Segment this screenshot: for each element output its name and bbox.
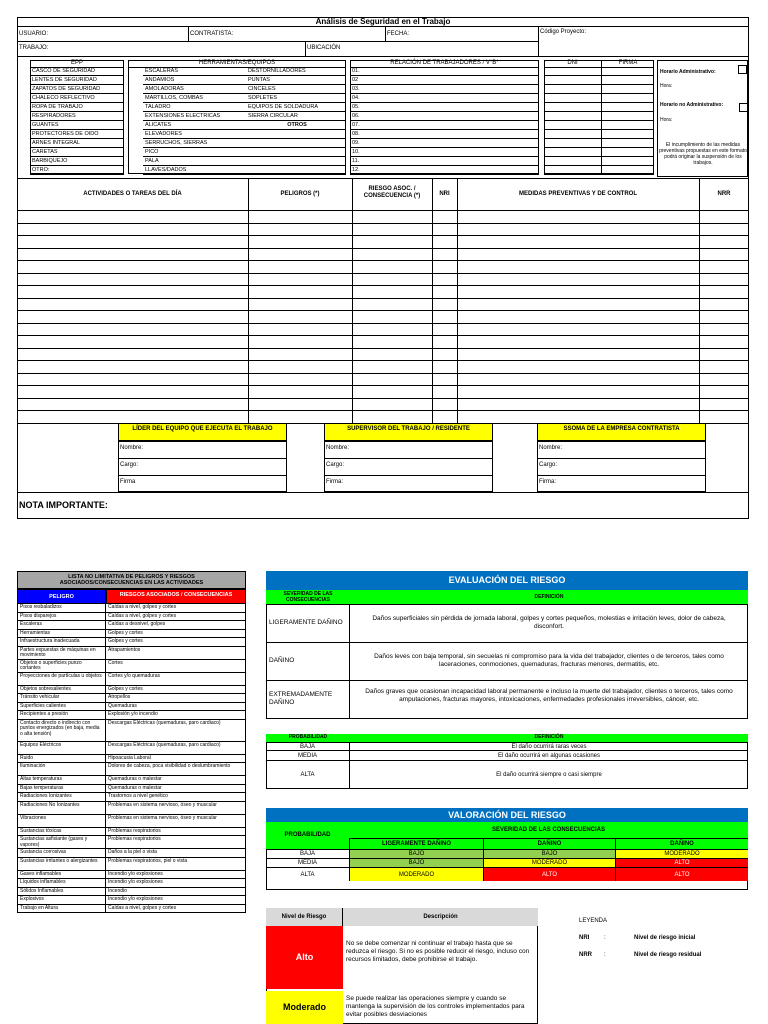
valor-sev-header: SEVERIDAD DE LAS CONSECUENCIAS	[349, 822, 748, 838]
horario-adm-checkbox[interactable]	[738, 65, 747, 74]
eval-title: EVALUACIÓN DEL RIESGO	[266, 571, 748, 590]
dni-cell[interactable]	[544, 94, 602, 103]
tools-header: HERRAMIENTAS/EQUIPOS	[128, 60, 346, 68]
firma-cell[interactable]	[602, 85, 654, 94]
hazard-risk: Quemaduras	[106, 703, 246, 712]
herr2-item: SOPLETES	[246, 94, 346, 103]
nums-item: 05.	[350, 103, 539, 112]
firma-cell[interactable]	[602, 139, 654, 148]
dni-cell[interactable]	[544, 139, 602, 148]
hazard-name: Sustancia corrosivas	[17, 849, 106, 858]
nivel-moderado: Moderado	[266, 991, 343, 1024]
severity-name: LIGERAMENTE DAÑINO	[266, 604, 350, 642]
codigo-label: Código Proyecto:	[540, 29, 587, 35]
table-row-line	[17, 223, 749, 224]
hazard-risk: Caídas a desnivel, golpes	[106, 621, 246, 630]
table-row-line	[17, 260, 749, 261]
firma-cell[interactable]	[602, 166, 654, 175]
firma-cell[interactable]	[602, 76, 654, 85]
horario-adm-label: Horario Administrativo:	[660, 69, 716, 75]
hazard-name: Pisos disparejos	[17, 613, 106, 622]
hazard-risk: Explosión y/o incendio	[106, 711, 246, 720]
prob-definition: El daño ocurrirá siempre o casi siempre	[350, 760, 748, 789]
hazard-name: Iluminación	[17, 763, 106, 776]
signature-field[interactable]	[577, 476, 702, 484]
severity-name: EXTREMADAMENTE DAÑINO	[266, 680, 350, 718]
nivel-h2: Descripción	[343, 908, 538, 926]
hazard-risk: Problemas en sistema nervioso, óseo y muscular	[106, 802, 246, 815]
herr1-item: MARTILLOS, COMBAS	[143, 94, 246, 103]
eval-def-header: DEFINICIÓN	[350, 590, 748, 604]
hazard-title: LISTA NO LIMITATIVA DE PELIGROS Y RIESGOS ASOCIADOS/CONSECUENCIAS EN LAS ACTIVIDADES	[17, 571, 246, 589]
signature-field[interactable]	[364, 476, 489, 484]
hazard-name: Objetos o superficies punzo cortantes	[17, 660, 106, 673]
hazard-risk: Problemas en sistema nervioso, óseo y muscular	[106, 815, 246, 828]
signature-label: Firma	[120, 479, 136, 485]
firma-cell[interactable]	[602, 130, 654, 139]
table-row-line	[17, 235, 749, 236]
firma-cell[interactable]	[602, 67, 654, 76]
nivel-h1: Nivel de Riesgo	[266, 908, 343, 926]
eval-sev-header: SEVERIDAD DE LAS CONSECUENCIAS	[266, 590, 350, 604]
hazard-name: Pisos resbaladizos	[17, 604, 106, 613]
hazard-risk: Golpes y cortes	[106, 630, 246, 639]
valor-col-header: DAÑINO	[615, 838, 748, 849]
col-nrr: NRR	[717, 191, 731, 197]
dni-cell[interactable]	[544, 166, 602, 175]
herr2-item: PUNTAS	[246, 76, 346, 85]
hazard-risk: Cortes y/o quemaduras	[106, 673, 246, 686]
hazard-name: Sustancias tóxicas	[17, 828, 106, 837]
hazard-name: Partes expuestas de máquinas en movimiento	[17, 647, 106, 660]
col-divider	[538, 27, 539, 56]
herr1-item: EXTENSIONES ELECTRICAS	[143, 112, 246, 121]
hazard-name: Trabajo en Altura	[17, 905, 106, 914]
table-row-line	[17, 273, 749, 274]
hazard-name: Gases inflamables	[17, 871, 106, 880]
leyenda-nrr: NRR	[579, 952, 592, 958]
nums-item: 01.	[350, 67, 539, 76]
valor-prob: MEDIA	[266, 858, 349, 867]
signature-field[interactable]	[577, 442, 702, 450]
valor-col-header: LIGERAMENTE DAÑINO	[349, 838, 483, 849]
dni-cell[interactable]	[544, 148, 602, 157]
severity-definition: Daños graves que ocasionan incapacidad laboral permanente e incluso la muerte del trabajador, clientes o terceros, tales como amputaciones, fracturas mayores, intoxicaciones, enfermedades profesionales irreversibles, cáncer, etc.	[350, 680, 748, 718]
warning-text: El incumplimiento de las medidas preventivas propuestas en este formato podrá originar la suspensión de los trabajos.	[659, 142, 747, 166]
signature-field[interactable]	[364, 442, 489, 450]
epp-item: PROTECTORES DE OIDO	[30, 130, 124, 139]
hazard-risk: Hipoacusia Laboral	[106, 755, 246, 764]
prob-definition: El daño ocurrirá raras veces	[350, 742, 748, 750]
dni-cell[interactable]	[544, 112, 602, 121]
table-row-line	[17, 285, 749, 286]
nivel-alto: Alto	[266, 926, 343, 989]
epp-item: OTRO:	[30, 166, 124, 175]
table-row-line	[17, 360, 749, 361]
dni-cell[interactable]	[544, 103, 602, 112]
prob-level: ALTA	[266, 760, 350, 789]
epp-item: ROPA DE TRABAJO	[30, 103, 124, 112]
hazard-risk: Problemas respiratorios	[106, 836, 246, 849]
nivel-moderado-desc: Se puede realizar las operaciones siempre y cuando se mantenga la supervisión de los controles implementados para evitar posibles desviaciones	[346, 995, 525, 1018]
herr2-item: DESTORNILLADORES	[246, 67, 346, 76]
herr1-item: ESCALERAS	[143, 67, 246, 76]
signature-header: LÍDER DEL EQUIPO QUE EJECUTA EL TRABAJO	[118, 423, 287, 441]
hazard-name: Ruido	[17, 755, 106, 764]
hazard-name: Altas temperaturas	[17, 776, 106, 785]
firma-cell[interactable]	[602, 157, 654, 166]
hazard-risk: Atrapamientos	[106, 647, 246, 660]
hazard-risk: Problemas respiratorios	[106, 828, 246, 837]
table-row-line	[17, 298, 749, 299]
hazard-risk: Incendio y/o explosiones	[106, 871, 246, 880]
valor-title: VALORACIÓN DEL RIESGO	[266, 808, 748, 822]
nota-label: NOTA IMPORTANTE:	[19, 500, 108, 510]
header-line	[17, 210, 749, 211]
valor-cell: ALTO	[615, 867, 748, 881]
herr2-item: SIERRA CIRCULAR	[246, 112, 346, 121]
workers-header: RELACIÓN DE TRABAJADORES / V°B°	[350, 60, 539, 68]
col-divider	[305, 41, 306, 56]
table-row-line	[17, 410, 749, 411]
nums-item: 12.	[350, 166, 539, 175]
firma-cell[interactable]	[602, 112, 654, 121]
hazard-name: Contacto directo o indirecto con puntos energizados (en baja, media o alta tensión)	[17, 720, 106, 742]
hazard-name: Herramientas	[17, 630, 106, 639]
firma-cell[interactable]	[602, 94, 654, 103]
leyenda-sep-1: :	[604, 935, 606, 941]
hazard-name: Escaleras	[17, 621, 106, 630]
hazard-name: Explosivos	[17, 896, 106, 905]
activities-grid	[17, 178, 749, 423]
table-row-line	[17, 335, 749, 336]
hazard-risk: Incendio y/o explosiones	[106, 879, 246, 888]
epp-item: RESPIRADORES	[30, 112, 124, 121]
valor-prob-header: PROBABILIDAD	[266, 822, 349, 849]
herr1-item: SERRUCHOS, SIERRAS	[143, 139, 246, 148]
signature-field[interactable]	[158, 459, 283, 467]
usuario-label: USUARIO:	[19, 31, 49, 37]
hazard-risk: Incendio	[106, 888, 246, 897]
signature-field[interactable]	[577, 459, 702, 467]
table-row-line	[17, 348, 749, 349]
signature-header: SSOMA DE LA EMPRESA CONTRATISTA	[537, 423, 706, 441]
valor-cell: ALTO	[615, 858, 748, 867]
hazard-name: Vibraciones	[17, 815, 106, 828]
prob-level: BAJA	[266, 742, 350, 750]
col-divider	[188, 27, 189, 41]
signature-field[interactable]	[158, 442, 283, 450]
hazard-risk: Golpes y cortes	[106, 686, 246, 695]
nivel-alto-desc: No se debe comenzar ni continuar el trabajo hasta que se reduzca el riesgo. Si no es posible reducir el riesgo, incluso con recursos limitados, debe prohibirse el trabajo.	[346, 940, 530, 963]
dni-cell[interactable]	[544, 85, 602, 94]
epp-item: ARNES INTEGRAL	[30, 139, 124, 148]
leyenda-nri: NRI	[579, 935, 590, 941]
hazard-name: Superficies calientes	[17, 703, 106, 712]
herr1-item: LLAVES/DADOS	[143, 166, 246, 175]
nums-item: 06.	[350, 112, 539, 121]
col-line	[432, 178, 433, 423]
table-row-line	[17, 398, 749, 399]
signature-label: Nombre:	[326, 445, 350, 451]
table-row-line	[17, 248, 749, 249]
hazard-risk: Quemaduras o malestar	[106, 776, 246, 785]
row-divider	[17, 41, 538, 42]
nums-item: 02	[350, 76, 539, 85]
hazard-risk: Quemaduras o malestar	[106, 785, 246, 794]
nums-item: 07.	[350, 121, 539, 130]
hazard-name: Equipos Eléctricos	[17, 742, 106, 755]
col-line	[248, 178, 249, 423]
epp-item: BARBIQUEJO	[30, 157, 124, 166]
signature-field[interactable]	[158, 476, 283, 484]
valor-cell: MODERADO	[615, 849, 748, 858]
hazard-name: Infraestructura inadecuada	[17, 638, 106, 647]
herr2-item: EQUIPOS DE SOLDADURA	[246, 103, 346, 112]
epp-item: LENTES DE SEGURIDAD	[30, 76, 124, 85]
prob-header: PROBABILIDAD	[266, 734, 350, 742]
hazard-name: Radiaciones Ionizantes	[17, 793, 106, 802]
epp-item: GUANTES	[30, 121, 124, 130]
signature-label: Nombre:	[120, 445, 144, 451]
valor-cell: ALTO	[483, 867, 615, 881]
table-row-line	[17, 385, 749, 386]
severity-definition: Daños superficiales sin pérdida de jornada laboral, golpes y cortes pequeños, molestias e irritación leves, dolor de cabeza, disconfort.	[350, 604, 748, 642]
signature-label: Cargo:	[326, 462, 345, 468]
leyenda-nrr-desc: Nivel de riesgo residual	[634, 952, 702, 958]
hazard-risk: Problemas respiratorios, piel o vista	[106, 858, 246, 871]
herr1-item: TALADRO	[143, 103, 246, 112]
col-medidas: MEDIDAS PREVENTIVAS Y DE CONTROL	[518, 191, 638, 197]
hazard-risk: Golpes y cortes	[106, 638, 246, 647]
valor-cell: BAJO	[483, 849, 615, 858]
nota-row	[17, 492, 749, 493]
col-divider	[385, 27, 386, 41]
table-row-line	[17, 310, 749, 311]
hazard-h1: PELIGRO	[17, 589, 106, 604]
hazard-risk: Cortes	[106, 660, 246, 673]
valor-cell: BAJO	[349, 858, 483, 867]
hazard-name: Proyecciones de partículas u objetos	[17, 673, 106, 686]
horario-no-checkbox[interactable]	[739, 103, 748, 112]
epp-header: EPP	[30, 60, 124, 68]
leyenda-title: LEYENDA	[579, 918, 608, 924]
nums-item: 04.	[350, 94, 539, 103]
col-line	[699, 178, 700, 423]
valor-cell: MODERADO	[483, 858, 615, 867]
herr1-item: PALA	[143, 157, 246, 166]
form-title: Análisis de Seguridad en el Trabajo	[17, 17, 749, 27]
valor-cell: BAJO	[349, 849, 483, 858]
hazard-risk: Descargas Eléctricas (quemaduras, paro cardiaco)	[106, 742, 246, 755]
horario-no-label: Horario no Administrativo:	[660, 102, 724, 108]
col-activities: ACTIVIDADES O TAREAS DEL DÍA	[83, 191, 182, 197]
dni-header: DNI	[544, 60, 602, 68]
nums-item: 10.	[350, 148, 539, 157]
contratista-label: CONTRATISTA:	[190, 31, 234, 37]
col-line	[352, 178, 353, 423]
valor-cell: MODERADO	[349, 867, 483, 881]
epp-item: CARETAS	[30, 148, 124, 157]
herr1-item: ANDAMIOS	[143, 76, 246, 85]
trabajo-label: TRABAJO:	[19, 45, 49, 51]
hazard-risk: Caídas a nivel, golpes y cortes	[106, 604, 246, 613]
hazard-risk: Caídas a nivel, golpes y cortes	[106, 613, 246, 622]
valor-prob: ALTA	[266, 867, 349, 881]
valor-prob: BAJA	[266, 849, 349, 858]
hazard-name: Tránsito vehicular	[17, 694, 106, 703]
dni-cell[interactable]	[544, 67, 602, 76]
signature-label: Nombre:	[539, 445, 563, 451]
dni-cell[interactable]	[544, 121, 602, 130]
herr2-item	[246, 139, 346, 148]
prob-level: MEDIA	[266, 750, 350, 760]
hazard-risk: Trastornos a nivel genético	[106, 793, 246, 802]
prob-definition: El daño ocurrirá en algunas ocasiones	[350, 750, 748, 760]
dni-cell[interactable]	[544, 157, 602, 166]
hazard-risk: Descargas Eléctricas (quemaduras, paro cardiaco)	[106, 720, 246, 742]
epp-item: ZAPATOS DE SEGURIDAD	[30, 85, 124, 94]
severity-definition: Daños leves con baja temporal, sin secuelas ni compromiso para la vida del trabajador, clientes o de terceros, tales como laceraciones, conmociones, quemaduras, fracturas menores, dermatitis, etc.	[350, 642, 748, 680]
hazard-name: Sustancias irritantes o alergizantes	[17, 858, 106, 871]
epp-item: CHALECO REFLECTIVO	[30, 94, 124, 103]
herr2-item	[246, 166, 346, 175]
nums-item: 03.	[350, 85, 539, 94]
firma-cell[interactable]	[602, 148, 654, 157]
firma-cell[interactable]	[602, 103, 654, 112]
herr2-item	[246, 148, 346, 157]
hazard-name: Sustancias asfixiante (gases y vapores)	[17, 836, 106, 849]
hazard-name: Radiaciones No Ionizantes	[17, 802, 106, 815]
nums-item: 11.	[350, 157, 539, 166]
table-row-line	[17, 373, 749, 374]
hazard-name: Objetos sobresalientes	[17, 686, 106, 695]
nums-item: 08.	[350, 130, 539, 139]
herr1-item: AMOLADORAS	[143, 85, 246, 94]
hazard-risk: Caídas a nivel, golpes y cortes	[106, 905, 246, 914]
herr1-item: ALICATES	[143, 121, 246, 130]
signature-header: SUPERVISOR DEL TRABAJO / RESIDENTE	[324, 423, 493, 441]
col-line	[457, 178, 458, 423]
herr1-item: PICO	[143, 148, 246, 157]
col-riesgo: RIESGO ASOC. / CONSECUENCIA (*)	[363, 186, 421, 199]
signature-label: Cargo:	[539, 462, 558, 468]
ubicacion-label: UBICACIÓN	[307, 45, 341, 51]
hazard-name: Recipientes a presión	[17, 711, 106, 720]
firma-header: FIRMA	[602, 60, 654, 68]
hazard-name: Líquidos inflamables	[17, 879, 106, 888]
table-row-line	[17, 323, 749, 324]
hazard-name: Sólidos Inflamables	[17, 888, 106, 897]
fecha-label: FECHA:	[387, 31, 410, 37]
hora-label-2: Hora:	[660, 117, 673, 123]
hazard-h2: RIESGOS ASOCIADOS / CONSECUENCIAS	[106, 589, 246, 604]
herr1-item: ELEVADORES	[143, 130, 246, 139]
valor-col-header: DAÑINO	[483, 838, 615, 849]
herr2-item: OTROS	[246, 121, 346, 130]
dni-cell[interactable]	[544, 130, 602, 139]
hazard-risk: Incendio y/o explosiones	[106, 896, 246, 905]
signature-label: Cargo:	[120, 462, 139, 468]
herr2-item	[246, 130, 346, 139]
hazard-name: Bajas temperaturas	[17, 785, 106, 794]
hazard-risk: Atropellos	[106, 694, 246, 703]
herr2-item	[246, 157, 346, 166]
firma-cell[interactable]	[602, 121, 654, 130]
signature-label: Firma:	[326, 479, 343, 485]
nums-item: 09.	[350, 139, 539, 148]
dni-cell[interactable]	[544, 76, 602, 85]
leyenda-sep-2: :	[604, 952, 606, 958]
severity-name: DAÑINO	[266, 642, 350, 680]
hazard-risk: Dolores de cabeza, poca visibilidad o deslumbramiento	[106, 763, 246, 776]
prob-def-header: DEFINICIÓN	[350, 734, 748, 742]
col-nri: NRI	[439, 191, 450, 197]
leyenda-nri-desc: Nivel de riesgo inicial	[634, 935, 696, 941]
signature-field[interactable]	[364, 459, 489, 467]
herr2-item: CINCELES	[246, 85, 346, 94]
signature-label: Firma:	[539, 479, 556, 485]
col-peligros: PELIGROS (*)	[280, 191, 320, 197]
epp-item: CASCO DE SEGURIDAD	[30, 67, 124, 76]
row-divider	[17, 56, 749, 57]
hora-label: Hora:	[660, 83, 673, 89]
hazard-risk: Daños a la piel o vista	[106, 849, 246, 858]
